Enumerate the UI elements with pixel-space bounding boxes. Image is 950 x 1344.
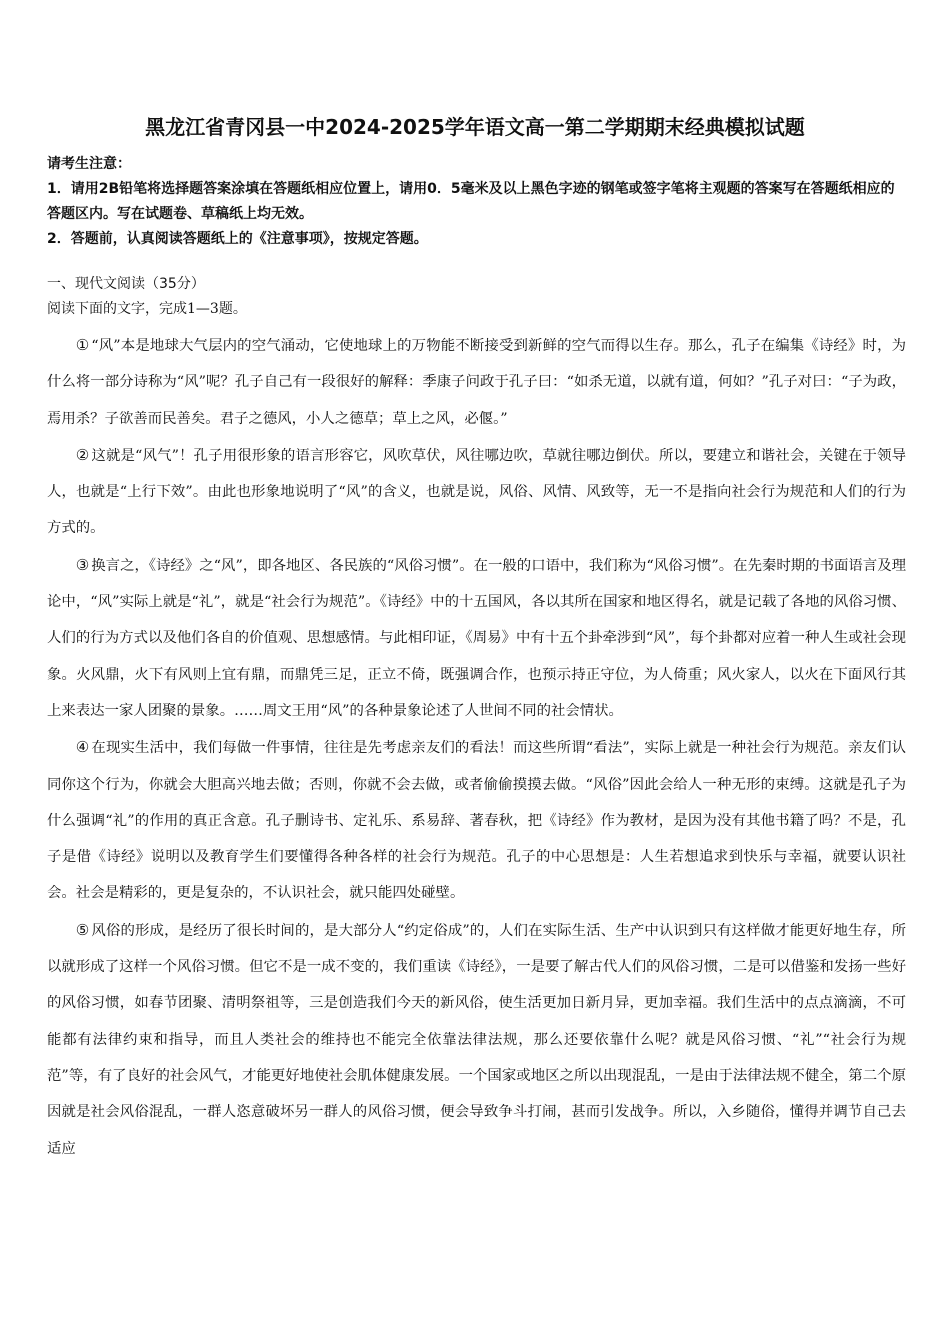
paragraph-3 — [47, 547, 906, 729]
paragraph-text: 在现实生活中，我们每做一件事情，往往是先考虑亲友们的看法！而这些所谓“看法”，实际上就是一种社会行为规范。亲友们认同你这个行为，你就会大胆高兴地去做；否则，你就不会去做，或者偷偷摸摸去做。“风俗”因此会给人一种无形的束缚。这就是孔子为什么强调“礼”的作用的真正含意。孔子删诗书、定礼乐、系易辞、著春秋，把《诗经》作为教材，是因为没有其他书籍了吗？不是，孔子是借《诗经》说明以及教育学生们要懂得各种各样的社会行为规范。孔子的中心思想是：人生若想追求到快乐与幸福，就要认识社会。社会是精彩的，更是复杂的，不认识社会，就只能四处碰壁。 — [47, 740, 906, 902]
paragraph-number: ④ — [75, 738, 90, 757]
notice-item-1: 1．请用2B铅笔将选择题答案涂填在答题纸相应位置上，请用0．5毫米及以上黑色字迹的钢笔或签字笔将主观题的答案写在答题纸相应的答题区内。写在试题卷、草稿纸上均无效。 — [47, 181, 895, 222]
paragraph-text: 这就是“风气”！孔子用很形象的语言形容它，风吹草伏，风往哪边吹，草就往哪边倒伏。所以，要建立和谐社会，关键在于领导人，也就是“上行下效”。由此也形象地说明了“风”的含义，也就是说，风俗、风情、风致等，无一不是指向社会行为规范和人们的行为方式的。 — [47, 447, 906, 537]
paragraph-1 — [47, 327, 906, 437]
notice-item-2: 2．答题前，认真阅读答题纸上的《注意事项》，按规定答题。 — [47, 231, 428, 247]
section-heading: 一、现代文阅读（35分） — [47, 276, 205, 292]
paragraph-number: ② — [75, 445, 90, 464]
paragraph-number: ① — [75, 336, 90, 354]
candidate-notice — [47, 152, 907, 252]
paragraph-text: 风俗的形成，是经历了很长时间的，是大部分人“约定俗成”的，人们在实际生活、生产中认识到只有这样做才能更好地生存，所以就形成了这样一个风俗习惯。但它不是一成不变的，我们重读《诗经》，一是要了解古代人们的风俗习惯，二是可以借鉴和发扬一些好的风俗习惯，如春节团聚、清明祭祖等，三是创造我们今天的新风俗，使生活更加日新月异，更加幸福。我们生活中的点点滴滴，不可能都有法律约束和指导，而且人类社会的维持也不能完全依靠法律法规，那么还要依靠什么呢？就是风俗习惯、“礼”“社会行为规范”等，有了良好的社会风气，才能更好地使社会肌体健康发展。一个国家或地区之所以出现混乱，一是由于法律法规不健全，第二个原因就是社会风俗混乱，一群人恣意破坏另一群人的风俗习惯，便会导致争斗打闹，甚而引发战争。所以，入乡随俗，懂得并调节自己去适应 — [47, 922, 906, 1157]
paragraph-number: ③ — [75, 555, 90, 574]
paragraph-text: 换言之，《诗经》之“风”，即各地区、各民族的“风俗习惯”。在一般的口语中，我们称为“风俗习惯”。在先秦时期的书面语言及理论中，“风”实际上就是“礼”，就是“社会行为规范”。《诗经》中的十五国风，各以其所在国家和地区得名，就是记载了各地的风俗习惯、人们的行为方式以及他们各自的价值观、思想感情。与此相印证，《周易》中有十五个卦牵涉到“风”，每个卦都对应着一种人生或社会现象。火风鼎，火下有风则上宜有鼎，而鼎凭三足，正立不倚，既强调合作，也预示持正守位，为人倚重；风火家人，以火在下面风行其上来表达一家人团聚的景象。……周文王用“风”的各种景象论述了人世间不同的社会情状。 — [47, 557, 906, 719]
paragraph-2 — [47, 437, 906, 547]
notice-heading: 请考生注意： — [47, 156, 131, 172]
paragraph-number: ⑤ — [75, 920, 90, 939]
paragraph-text: “风”本是地球大气层内的空气涌动，它使地球上的万物能不断接受到新鲜的空气而得以生存。那么，孔子在编集《诗经》时，为什么将一部分诗称为“风”呢？孔子自己有一段很好的解释：季康子问政于孔子曰：“如杀无道，以就有道，何如？”孔子对曰：“子为政，焉用杀？子欲善而民善矣。君子之德风，小人之德草；草上之风，必偃。” — [47, 338, 906, 427]
section-instruction: 阅读下面的文字，完成1—3题。 — [47, 301, 247, 317]
exam-title: 黑龙江省青冈县一中2024-2025学年语文高一第二学期期末经典模拟试题 — [145, 115, 805, 139]
reading-passage — [47, 327, 906, 1167]
paragraph-5 — [47, 912, 906, 1167]
paragraph-4 — [47, 729, 906, 911]
